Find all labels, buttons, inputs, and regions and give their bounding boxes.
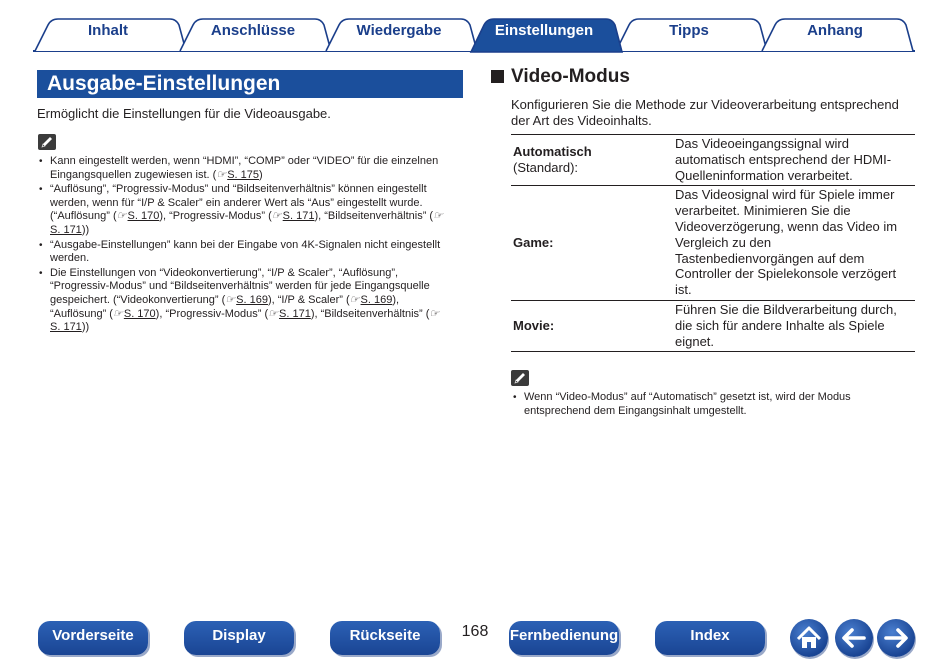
pencil-icon [38, 134, 56, 150]
pointing-hand-icon: ☞ [268, 307, 279, 320]
arrow-left-icon [835, 619, 873, 657]
tab-inhalt[interactable]: Inhalt [88, 22, 128, 39]
page-reference-link[interactable]: S. 170 [123, 307, 156, 320]
tab-bar [0, 0, 950, 56]
heading-square-icon [491, 70, 504, 83]
page-reference-link[interactable]: S. 169 [360, 293, 393, 306]
note-text: ), “I/P & Scaler” ( [267, 293, 350, 306]
forward-button[interactable] [877, 619, 915, 657]
vorderseite-button[interactable]: Vorderseite [38, 621, 148, 655]
section-intro: Ermöglicht die Einstellungen für die Videoausgabe. [37, 106, 331, 121]
note-text: ), “Bildseitenverhältnis” ( [310, 307, 430, 320]
note-text: “Ausgabe-Einstellungen” kann bei der Eingabe von 4K-Signalen nicht eingestellt werden. [50, 238, 441, 265]
display-button[interactable]: Display [184, 621, 294, 655]
arrow-right-icon [877, 619, 915, 657]
option-name: Game: [513, 235, 554, 251]
page-reference-link[interactable]: S. 170 [127, 210, 160, 223]
option-description: Das Videosignal wird für Spiele immer verarbeitet. Minimieren Sie die Videoverzögerung, wenn das Video im Vergleich zu den Tastenbedienvorgängen auf dem Controller der Spielekonsole verzögert ist. [675, 187, 898, 298]
page-reference-link[interactable]: S. 175 [227, 168, 260, 181]
video-mode-intro: Konfigurieren Sie die Methode zur Videoverarbeitung entsprechend der Art des Videoinhalts. [511, 97, 899, 128]
tab-anhang[interactable]: Anhang [807, 22, 863, 39]
rueckseite-button[interactable]: Rückseite [330, 621, 440, 655]
note-text: )) [81, 321, 90, 334]
fernbedienung-button[interactable]: Fernbedienung [509, 621, 619, 655]
tab-wiedergabe[interactable]: Wiedergabe [356, 22, 442, 39]
note-text: ), “Progressiv-Modus” ( [159, 210, 272, 223]
list-item [38, 155, 458, 182]
note-text: Die Einstellungen von “Videokonvertierung”, “I/P & Scaler”, “Auflösung”, “Progressiv-Modus” und “Bildseitenverhältnis” werden für jede Eingangsquelle gespeichert. (“Videokonvertierung” ( [50, 266, 430, 306]
option-cell [511, 186, 673, 301]
option-description: Führen Sie die Bildverarbeitung durch, die sich für andere Inhalte als Spiele eignet. [675, 301, 897, 349]
video-mode-table [511, 134, 915, 352]
page-reference-link[interactable]: S. 169 [236, 293, 268, 306]
pointing-hand-icon: ☞ [116, 210, 127, 223]
list-item [38, 267, 458, 335]
table-row [511, 186, 915, 301]
index-button[interactable]: Index [655, 621, 765, 655]
pointing-hand-icon: ☞ [112, 307, 123, 320]
pointing-hand-icon: ☞ [429, 307, 440, 320]
pencil-icon [511, 370, 529, 386]
option-sub: (Standard): [513, 160, 579, 176]
page-reference-link[interactable]: S. 171 [282, 210, 315, 223]
home-button[interactable] [790, 619, 828, 657]
table-row [511, 135, 915, 186]
option-name: Movie: [513, 318, 555, 334]
page-number: 168 [461, 623, 489, 640]
pointing-hand-icon: ☞ [349, 293, 360, 306]
page-reference-link[interactable]: S. 171 [50, 223, 82, 236]
page-reference-link[interactable]: S. 171 [279, 307, 311, 320]
tab-anschluesse[interactable]: Anschlüsse [210, 22, 296, 39]
list-item [38, 183, 458, 237]
home-icon [790, 619, 828, 657]
note-text: ) [259, 168, 263, 181]
option-name: Automatisch [513, 144, 592, 160]
note-text: Kann eingestellt werden, wenn “HDMI”, “COMP” oder “VIDEO” für die einzelnen Eingangsquellen zugewiesen ist. ( [50, 155, 439, 181]
pointing-hand-icon: ☞ [216, 168, 227, 181]
note-text: ), “Progressiv-Modus” ( [155, 307, 269, 320]
back-button[interactable] [835, 619, 873, 657]
option-description: Das Videoeingangssignal wird automatisch entsprechend der HDMI-Quelleninformation verarbeitet. [675, 136, 892, 183]
tab-tipps[interactable]: Tipps [669, 22, 709, 39]
section-title: Ausgabe-Einstellungen [37, 70, 463, 98]
left-notes-list [38, 155, 458, 336]
table-row [511, 300, 915, 351]
pointing-hand-icon: ☞ [271, 210, 282, 223]
right-notes-list [512, 391, 912, 418]
note-text: ), “Bildseitenverhältnis” ( [314, 210, 434, 223]
video-mode-heading: Video-Modus [511, 66, 630, 87]
note-text: ), “Auflösung” ( [50, 293, 400, 320]
page-reference-link[interactable]: S. 171 [50, 321, 82, 334]
tab-einstellungen[interactable]: Einstellungen [494, 22, 594, 39]
option-cell [511, 300, 673, 351]
pointing-hand-icon: ☞ [225, 293, 236, 306]
note-text: “Auflösung”, “Progressiv-Modus” und “Bildseitenverhältnis” können eingestellt werden, wenn für “I/P & Scaler” ein anderer Wert als “Aus” eingestellt wurde. (“Auflösung” ( [50, 183, 427, 223]
note-text: )) [81, 223, 90, 236]
list-item: • Wenn “Video-Modus” auf “Automatisch” gesetzt ist, wird der Modus entsprechend dem Eingangsinhalt umgestellt. [512, 391, 912, 418]
pointing-hand-icon: ☞ [433, 210, 443, 223]
list-item [38, 239, 458, 266]
option-cell [511, 135, 673, 186]
